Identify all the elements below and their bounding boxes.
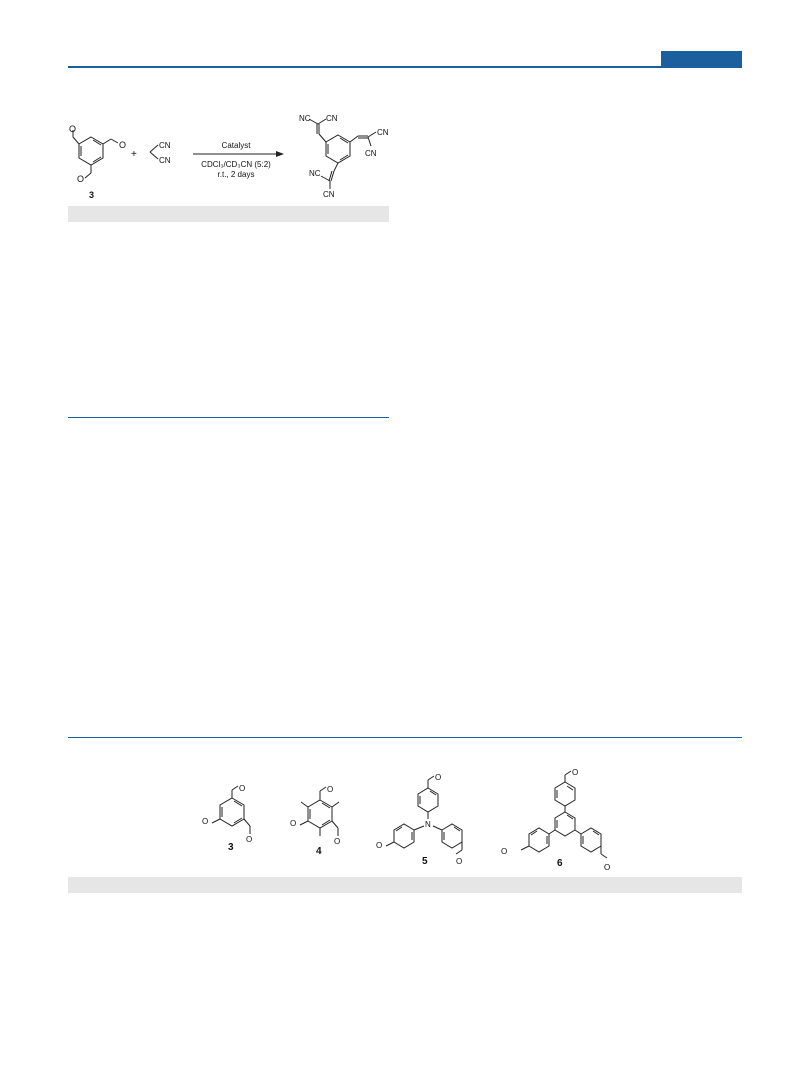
- compound-label-6: 6: [557, 858, 563, 869]
- aldehyde-structures-figure: [180, 760, 630, 875]
- reaction-scheme: [55, 105, 395, 205]
- aldehyde-o: O: [501, 847, 508, 856]
- product-cn-4: CN: [323, 190, 335, 199]
- compound-label-3: 3: [89, 190, 95, 200]
- figure-top-rule: [68, 737, 742, 738]
- product-cn-2: CN: [377, 128, 389, 137]
- arrow-condition-solvent: CDCl₃/CD₃CN (5:2): [201, 160, 271, 169]
- aldehyde-o: O: [435, 773, 442, 782]
- compound-label-5: 5: [422, 856, 428, 867]
- structure-6: [501, 768, 610, 872]
- compound-label-4: 4: [316, 846, 322, 857]
- structure-3: [202, 784, 252, 844]
- aldehyde-o: O: [327, 785, 334, 794]
- product-cn-3: CN: [365, 149, 377, 158]
- arrow-condition-time: r.t., 2 days: [217, 170, 255, 179]
- product-nc-1: NC: [299, 114, 311, 123]
- header-tab: [661, 51, 742, 67]
- section-rule: [68, 417, 389, 418]
- structure-5: [376, 773, 462, 866]
- compound-label-3: 3: [228, 842, 234, 853]
- nitrogen-atom: N: [425, 820, 431, 829]
- scheme-caption-bar: [68, 206, 389, 222]
- figure-caption-bar: [68, 877, 742, 893]
- reactant-3-structure: [69, 124, 126, 184]
- product-nc-2: NC: [309, 169, 321, 178]
- aldehyde-o: O: [604, 863, 611, 872]
- aldehyde-o: O: [290, 819, 297, 828]
- aldehyde-o: O: [334, 837, 341, 846]
- aldehyde-o: O: [119, 140, 127, 150]
- header-rule: [68, 66, 742, 68]
- aldehyde-o: O: [376, 841, 383, 850]
- aldehyde-o: O: [456, 857, 463, 866]
- reagent-cn-top: CN: [159, 141, 171, 150]
- reagent-cn-bottom: CN: [159, 156, 171, 165]
- plus-sign: +: [131, 149, 137, 160]
- aldehyde-o: O: [202, 817, 209, 826]
- arrow-condition-catalyst: Catalyst: [221, 141, 251, 150]
- aldehyde-o: O: [69, 124, 77, 134]
- aldehyde-o: O: [572, 768, 579, 777]
- malononitrile-structure: [150, 141, 171, 165]
- structure-4: [290, 785, 340, 846]
- aldehyde-o: O: [239, 784, 246, 793]
- product-cn-1: CN: [326, 114, 338, 123]
- product-structure: [299, 114, 389, 199]
- aldehyde-o: O: [246, 835, 253, 844]
- aldehyde-o: O: [77, 174, 85, 184]
